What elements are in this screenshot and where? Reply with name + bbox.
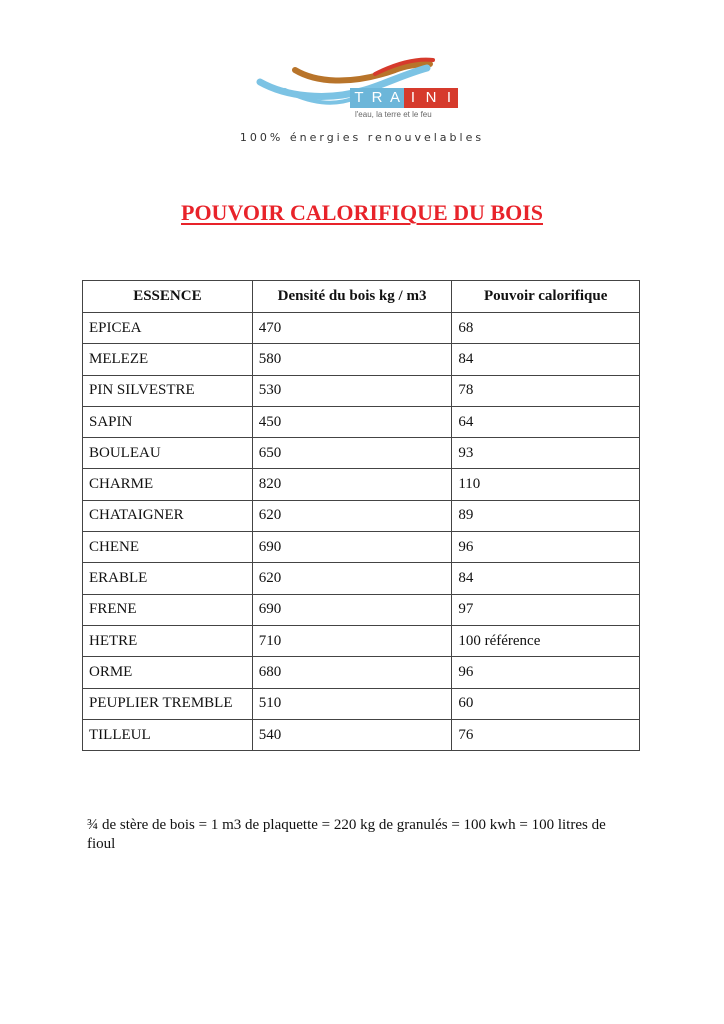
table-row xyxy=(83,500,640,531)
density-cell: 690 xyxy=(252,594,452,625)
table-row xyxy=(83,563,640,594)
tagline: 100% énergies renouvelables xyxy=(239,131,485,144)
essence-cell: PIN SILVESTRE xyxy=(83,375,253,406)
table-row xyxy=(83,719,640,750)
essence-cell: HETRE xyxy=(83,625,253,656)
page-title: POUVOIR CALORIFIQUE DU BOIS xyxy=(181,200,543,225)
logo-wordmark xyxy=(350,88,458,108)
table-row xyxy=(83,469,640,500)
table-row xyxy=(83,532,640,563)
essence-cell: PEUPLIER TREMBLE xyxy=(83,688,253,719)
calorific-cell: 84 xyxy=(452,563,640,594)
essence-cell: ORME xyxy=(83,657,253,688)
calorific-cell: 97 xyxy=(452,594,640,625)
table-header-row xyxy=(83,281,640,313)
calorific-cell: 84 xyxy=(452,344,640,375)
density-cell: 450 xyxy=(252,406,452,437)
density-cell: 680 xyxy=(252,657,452,688)
table-row xyxy=(83,688,640,719)
table-row xyxy=(83,594,640,625)
table-row xyxy=(83,406,640,437)
density-cell: 540 xyxy=(252,719,452,750)
density-cell: 690 xyxy=(252,532,452,563)
essence-cell: MELEZE xyxy=(83,344,253,375)
essence-cell: FRENE xyxy=(83,594,253,625)
calorific-cell: 110 xyxy=(452,469,640,500)
density-cell: 470 xyxy=(252,313,452,344)
essence-cell: CHATAIGNER xyxy=(83,500,253,531)
table-row xyxy=(83,313,640,344)
logo-letter: N xyxy=(422,88,440,108)
logo-slogan: l'eau, la terre et le feu xyxy=(355,110,432,119)
calorific-cell: 60 xyxy=(452,688,640,719)
table-row xyxy=(83,625,640,656)
density-cell: 710 xyxy=(252,625,452,656)
header-density: Densité du bois kg / m3 xyxy=(252,281,452,313)
essence-cell: BOULEAU xyxy=(83,438,253,469)
logo-letter: T xyxy=(350,88,368,108)
density-cell: 620 xyxy=(252,563,452,594)
density-cell: 510 xyxy=(252,688,452,719)
density-cell: 620 xyxy=(252,500,452,531)
header-essence: ESSENCE xyxy=(83,281,253,313)
logo-letter: A xyxy=(386,88,404,108)
essence-cell: SAPIN xyxy=(83,406,253,437)
calorific-cell: 68 xyxy=(452,313,640,344)
calorific-cell: 93 xyxy=(452,438,640,469)
equivalence-note: ¾ de stère de bois = 1 m3 de plaquette = 220 kg de granulés = 100 kwh = 100 litres de fioul xyxy=(87,817,606,852)
essence-cell: ERABLE xyxy=(83,563,253,594)
essence-cell: EPICEA xyxy=(83,313,253,344)
calorific-cell: 96 xyxy=(452,532,640,563)
density-cell: 580 xyxy=(252,344,452,375)
table-row xyxy=(83,375,640,406)
wood-calorific-table xyxy=(82,280,640,751)
density-cell: 530 xyxy=(252,375,452,406)
traini-logo xyxy=(255,52,470,132)
table-row xyxy=(83,438,640,469)
table-row xyxy=(83,657,640,688)
essence-cell: CHARME xyxy=(83,469,253,500)
table-row xyxy=(83,344,640,375)
logo-letter: I xyxy=(440,88,458,108)
calorific-cell: 64 xyxy=(452,406,640,437)
calorific-cell: 76 xyxy=(452,719,640,750)
essence-cell: CHENE xyxy=(83,532,253,563)
calorific-cell: 89 xyxy=(452,500,640,531)
calorific-cell: 78 xyxy=(452,375,640,406)
logo-letter: R xyxy=(368,88,386,108)
logo-letter: I xyxy=(404,88,422,108)
essence-cell: TILLEUL xyxy=(83,719,253,750)
calorific-cell: 100 référence xyxy=(452,625,640,656)
density-cell: 820 xyxy=(252,469,452,500)
calorific-cell: 96 xyxy=(452,657,640,688)
header-calorific: Pouvoir calorifique xyxy=(452,281,640,313)
density-cell: 650 xyxy=(252,438,452,469)
